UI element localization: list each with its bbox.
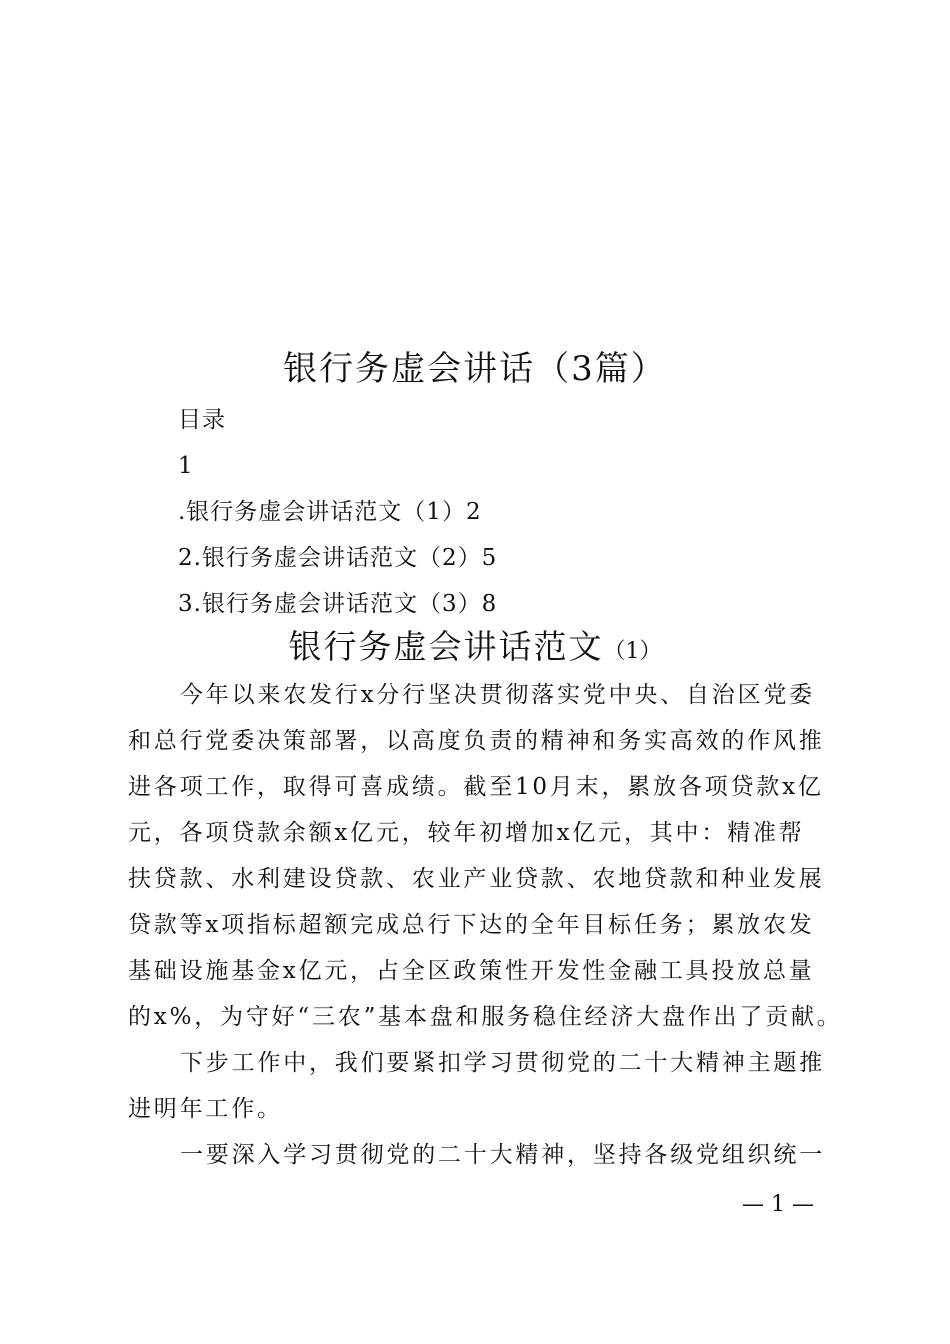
paragraph-line: 贷款等x项指标超额完成总行下达的全年目标任务；累放农发 [128,912,815,938]
table-of-contents [178,397,818,627]
paragraph-line: 一要深入学习贯彻党的二十大精神，坚持各级党组织统一 [180,1142,825,1168]
section-title [0,622,950,677]
body-text [128,672,843,1178]
toc-entry: 1 [178,453,194,479]
toc-entry: 3.银行务虚会讲话范文（3）8 [178,591,498,617]
page-number: — 1 — [742,1192,814,1217]
toc-entry: 2.银行务虚会讲话范文（2）5 [178,545,498,571]
toc-heading: 目录 [178,407,226,433]
paragraph-line: 今年以来农发行x分行坚决贯彻落实党中央、自治区党委 [180,682,815,708]
paragraph-line: 和总行党委决策部署，以高度负责的精神和务实高效的作风推 [128,728,825,754]
section-title-number: （1） [603,639,662,664]
paragraph-line: 扶贷款、水利建设贷款、农业产业贷款、农地贷款和种业发展 [128,866,825,892]
toc-entry: .银行务虚会讲话范文（1）2 [178,499,482,525]
paragraph-line: 下步工作中，我们要紧扣学习贯彻党的二十大精神主题推 [180,1050,825,1076]
paragraph-line: 进明年工作。 [128,1096,283,1122]
paragraph-line: 元，各项贷款余额x亿元，较年初增加x亿元，其中：精准帮 [128,820,805,846]
paragraph-line: 基础设施基金x亿元，占全区政策性开发性金融工具投放总量 [128,958,815,984]
paragraph-line: 的x%，为守好“三农”基本盘和服务稳住经济大盘作出了贡献。 [128,1004,843,1030]
document-title: 银行务虚会讲话（3篇） [283,349,667,389]
paragraph-line: 进各项工作，取得可喜成绩。截至10月末，累放各项贷款x亿 [128,774,824,800]
section-title-main: 银行务虚会讲话范文 [288,627,604,666]
